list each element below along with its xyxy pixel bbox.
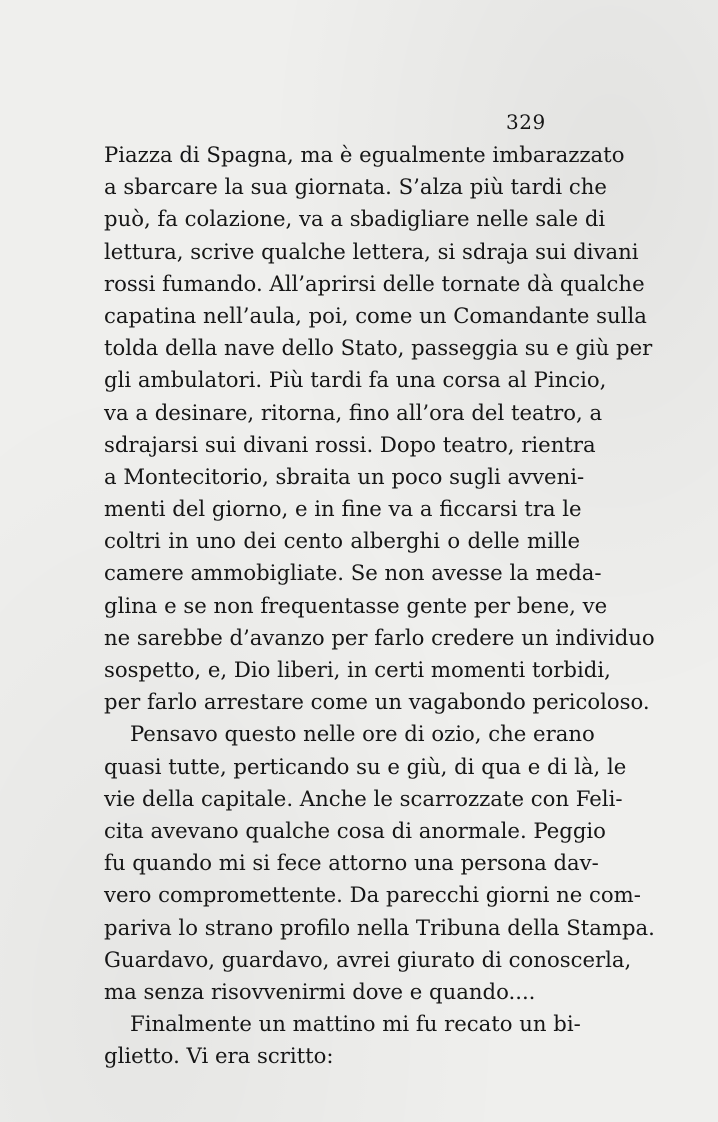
text-line: vie della capitale. Anche le scarrozzate con Feli- (104, 785, 623, 811)
text-line: capatina nell’aula, poi, come un Comandante sulla (104, 302, 647, 328)
text-line: a Montecitorio, sbraita un poco sugli avveni- (104, 463, 585, 489)
page-number: 329 (506, 110, 546, 134)
text-line: cita avevano qualche cosa di anormale. Peggio (104, 817, 606, 843)
text-line: sdrajarsi sui divani rossi. Dopo teatro, rientra (104, 431, 596, 457)
text-line: può, fa colazione, va a sbadigliare nelle sale di (104, 206, 606, 232)
paragraph-end-line: glietto. Vi era scritto: (104, 1043, 334, 1069)
text-line: ne sarebbe d’avanzo per farlo credere un individuo (104, 624, 655, 650)
text-line: fu quando mi si fece attorno una persona dav- (104, 850, 599, 876)
paragraph-start-line: Finalmente un mattino mi fu recato un bi- (130, 1011, 581, 1037)
text-line: Piazza di Spagna, ma è egualmente imbarazzato (104, 142, 625, 167)
text-line: coltri in uno dei cento alberghi o delle mille (104, 528, 580, 554)
text-line: menti del giorno, e in fine va a ficcarsi tra le (104, 496, 582, 522)
paragraph-end-line: ma senza risovvenirmi dove e quando.... (104, 978, 536, 1004)
paragraph-end-line: per farlo arrestare come un vagabondo pericoloso. (104, 689, 650, 715)
text-line: a sbarcare la sua giornata. S’alza più tardi che (104, 174, 607, 200)
text-line: lettura, scrive qualche lettera, si sdraja sui divani (104, 238, 639, 264)
paragraph-start-line: Pensavo questo nelle ore di ozio, che erano (130, 721, 595, 747)
body-text (104, 139, 655, 1072)
text-line: rossi fumando. All’aprirsi delle tornate dà qualche (104, 270, 645, 296)
text-line: gli ambulatori. Più tardi fa una corsa al Pincio, (104, 367, 607, 393)
text-line: Guardavo, guardavo, avrei giurato di conoscerla, (104, 946, 632, 972)
text-line: camere ammobigliate. Se non avesse la meda- (104, 560, 602, 586)
text-line: sospetto, e, Dio liberi, in certi momenti torbidi, (104, 657, 611, 682)
text-line: vero compromettente. Da parecchi giorni ne com- (104, 882, 641, 908)
text-line: glina e se non frequentasse gente per bene, ve (104, 592, 608, 618)
text-line: quasi tutte, perticando su e giù, di qua e di là, le (104, 753, 627, 779)
text-line: va a desinare, ritorna, fino all’ora del teatro, a (104, 399, 603, 425)
text-line: pariva lo strano profilo nella Tribuna della Stampa. (104, 914, 655, 940)
text-line: tolda della nave dello Stato, passeggia su e giù per (104, 335, 653, 361)
